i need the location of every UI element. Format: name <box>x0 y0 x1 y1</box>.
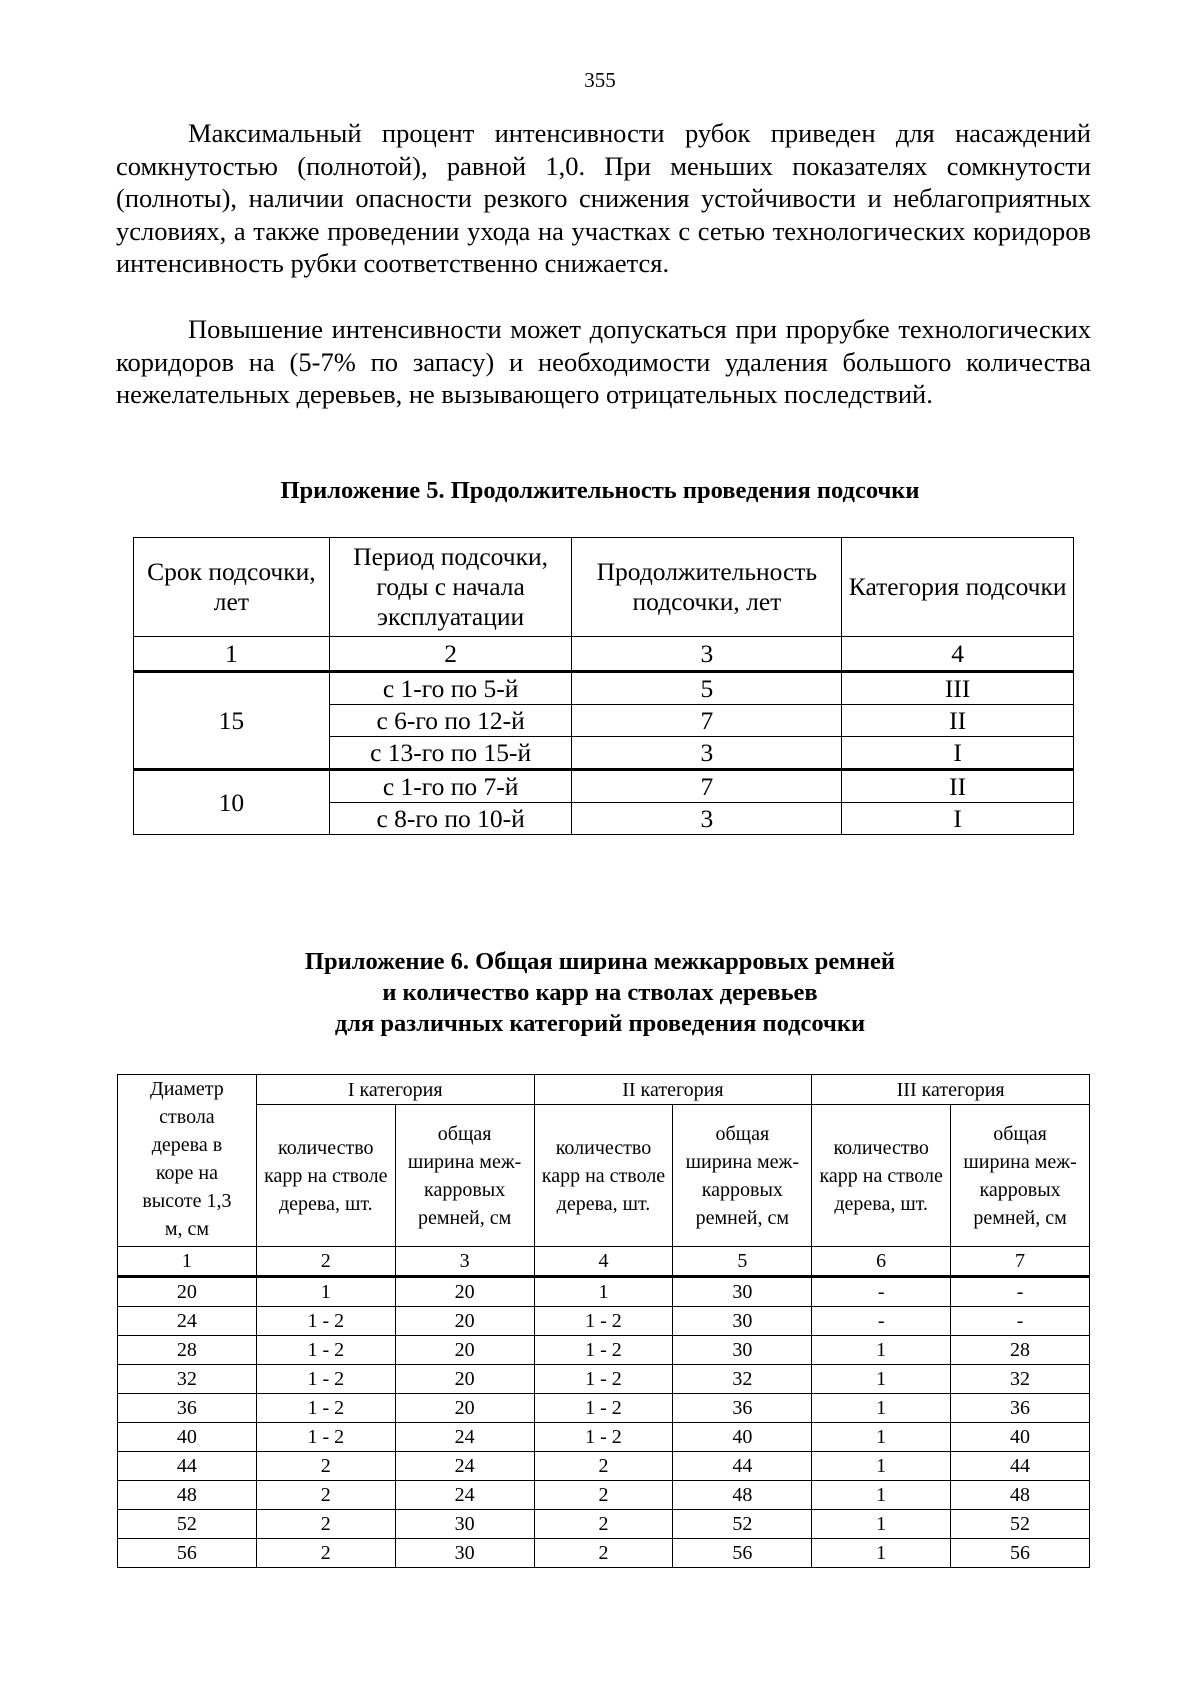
category-cell: III <box>842 672 1074 705</box>
count-cell: 2 <box>534 1539 673 1568</box>
diameter-cell: 20 <box>118 1277 257 1307</box>
diameter-cell: 40 <box>118 1423 257 1452</box>
count-cell: 1 - 2 <box>534 1394 673 1423</box>
count-cell: 2 <box>534 1452 673 1481</box>
duration-cell: 5 <box>572 672 842 705</box>
width-cell: 30 <box>673 1307 812 1336</box>
width-cell: 20 <box>395 1277 534 1307</box>
appendix6-row <box>118 1423 1090 1452</box>
header-category-3: III категория <box>812 1075 1090 1105</box>
period-cell: с 8-го по 10-й <box>329 803 572 835</box>
width-cell: 48 <box>673 1481 812 1510</box>
width-cell: 20 <box>395 1394 534 1423</box>
header-count: количество карр на стволе дерева, шт. <box>812 1105 951 1247</box>
width-cell: 40 <box>673 1423 812 1452</box>
diameter-cell: 48 <box>118 1481 257 1510</box>
count-cell: 1 <box>534 1277 673 1307</box>
count-cell: 1 - 2 <box>534 1336 673 1365</box>
diameter-cell: 24 <box>118 1307 257 1336</box>
appendix6-row <box>118 1510 1090 1539</box>
column-number-row <box>134 637 1074 672</box>
paragraph-intensity: Максимальный процент интенсивности рубок приведен для насаждений сомкнутостью (полнотой), равной 1,0. При меньших показателях сомкнутости (полноты), наличии опасности резкого снижения устойчивости и неблагоприятных условиях, а также проведении ухода на участках с сетью технологических коридоров интенсивность рубки соответственно снижается. <box>116 118 1091 278</box>
count-cell: 1 - 2 <box>256 1423 395 1452</box>
header-width: общая ширина меж-карровых ремней, см <box>951 1105 1090 1247</box>
width-cell: - <box>951 1277 1090 1307</box>
count-cell: 1 - 2 <box>256 1365 395 1394</box>
appendix6-subheader-row <box>118 1105 1090 1247</box>
appendix6-title-line: для различных категорий проведения подсочки <box>334 1010 866 1037</box>
header-width: общая ширина меж-карровых ремней, см <box>395 1105 534 1247</box>
diameter-cell: 52 <box>118 1510 257 1539</box>
count-cell: 1 <box>812 1394 951 1423</box>
duration-cell: 7 <box>572 770 842 803</box>
count-cell: 1 <box>812 1423 951 1452</box>
category-cell: I <box>842 803 1074 835</box>
header-period: Период подсочки, годы с начала эксплуатации <box>329 538 572 637</box>
diameter-cell: 44 <box>118 1452 257 1481</box>
column-number: 3 <box>572 637 842 672</box>
width-cell: 44 <box>673 1452 812 1481</box>
width-cell: 24 <box>395 1423 534 1452</box>
count-cell: 1 <box>812 1336 951 1365</box>
diameter-cell: 32 <box>118 1365 257 1394</box>
width-cell: 32 <box>951 1365 1090 1394</box>
width-cell: 24 <box>395 1481 534 1510</box>
count-cell: 2 <box>256 1510 395 1539</box>
width-cell: 52 <box>951 1510 1090 1539</box>
page-number: 355 <box>584 68 616 92</box>
count-cell: 2 <box>534 1510 673 1539</box>
count-cell: 2 <box>256 1481 395 1510</box>
width-cell: - <box>951 1307 1090 1336</box>
column-number-row <box>118 1247 1090 1277</box>
appendix5-row <box>134 770 1074 803</box>
header-count: количество карр на стволе дерева, шт. <box>534 1105 673 1247</box>
duration-cell: 3 <box>572 737 842 770</box>
period-cell: с 13-го по 15-й <box>329 737 572 770</box>
count-cell: - <box>812 1277 951 1307</box>
category-cell: I <box>842 737 1074 770</box>
term-cell: 15 <box>134 672 330 770</box>
count-cell: 1 - 2 <box>256 1307 395 1336</box>
appendix6-row <box>118 1336 1090 1365</box>
width-cell: 30 <box>673 1277 812 1307</box>
appendix6-title <box>0 946 1200 1039</box>
width-cell: 36 <box>673 1394 812 1423</box>
period-cell: с 1-го по 7-й <box>329 770 572 803</box>
count-cell: 1 <box>812 1365 951 1394</box>
appendix5-table <box>133 537 1074 835</box>
period-cell: с 6-го по 12-й <box>329 705 572 737</box>
width-cell: 20 <box>395 1365 534 1394</box>
header-count: количество карр на стволе дерева, шт. <box>256 1105 395 1247</box>
appendix6-row <box>118 1394 1090 1423</box>
count-cell: 2 <box>534 1481 673 1510</box>
appendix6-row <box>118 1307 1090 1336</box>
count-cell: 2 <box>256 1539 395 1568</box>
column-number: 1 <box>134 637 330 672</box>
duration-cell: 3 <box>572 803 842 835</box>
width-cell: 56 <box>673 1539 812 1568</box>
count-cell: 1 <box>812 1539 951 1568</box>
appendix6-title-line: Приложение 6. Общая ширина межкарровых ремней <box>304 948 896 975</box>
header-category-2: II категория <box>534 1075 812 1105</box>
width-cell: 20 <box>395 1336 534 1365</box>
count-cell: - <box>812 1307 951 1336</box>
width-cell: 36 <box>951 1394 1090 1423</box>
width-cell: 56 <box>951 1539 1090 1568</box>
count-cell: 1 - 2 <box>534 1307 673 1336</box>
term-cell: 10 <box>134 770 330 835</box>
width-cell: 40 <box>951 1423 1090 1452</box>
appendix5-header-row <box>134 538 1074 637</box>
count-cell: 1 <box>812 1481 951 1510</box>
appendix6-row <box>118 1277 1090 1307</box>
column-number: 5 <box>673 1247 812 1277</box>
count-cell: 1 <box>812 1510 951 1539</box>
appendix6-title-line: и количество карр на стволах деревьев <box>382 979 818 1006</box>
width-cell: 24 <box>395 1452 534 1481</box>
period-cell: с 1-го по 5-й <box>329 672 572 705</box>
count-cell: 1 - 2 <box>256 1336 395 1365</box>
paragraph-increase: Повышение интенсивности может допускаться при прорубке технологических коридоров на (5-7% по запасу) и необходимости удаления большого количества нежелательных деревьев, не вызывающего отрицательных последствий. <box>116 314 1091 409</box>
diameter-cell: 56 <box>118 1539 257 1568</box>
column-number: 6 <box>812 1247 951 1277</box>
width-cell: 30 <box>395 1510 534 1539</box>
column-number: 2 <box>256 1247 395 1277</box>
width-cell: 48 <box>951 1481 1090 1510</box>
header-width: общая ширина меж-карровых ремней, см <box>673 1105 812 1247</box>
appendix6-header-row <box>118 1075 1090 1105</box>
diameter-cell: 36 <box>118 1394 257 1423</box>
count-cell: 2 <box>256 1452 395 1481</box>
column-number: 3 <box>395 1247 534 1277</box>
header-term: Срок подсочки, лет <box>134 538 330 637</box>
width-cell: 44 <box>951 1452 1090 1481</box>
header-diameter: Диаметр ствола дерева в коре на высоте 1,3 м, см <box>118 1075 257 1247</box>
count-cell: 1 <box>812 1452 951 1481</box>
appendix6-row <box>118 1539 1090 1568</box>
category-cell: II <box>842 705 1074 737</box>
column-number: 4 <box>534 1247 673 1277</box>
column-number: 1 <box>118 1247 257 1277</box>
count-cell: 1 - 2 <box>256 1394 395 1423</box>
category-cell: II <box>842 770 1074 803</box>
width-cell: 30 <box>673 1336 812 1365</box>
appendix6-row <box>118 1365 1090 1394</box>
width-cell: 20 <box>395 1307 534 1336</box>
count-cell: 1 - 2 <box>534 1365 673 1394</box>
header-category: Категория подсочки <box>842 538 1074 637</box>
appendix6-row <box>118 1481 1090 1510</box>
width-cell: 28 <box>951 1336 1090 1365</box>
width-cell: 30 <box>395 1539 534 1568</box>
count-cell: 1 <box>256 1277 395 1307</box>
appendix6-table <box>117 1074 1090 1568</box>
appendix5-row <box>134 672 1074 705</box>
count-cell: 1 - 2 <box>534 1423 673 1452</box>
header-category-1: I категория <box>256 1075 534 1105</box>
duration-cell: 7 <box>572 705 842 737</box>
header-duration: Продолжительность подсочки, лет <box>572 538 842 637</box>
appendix5-title: Приложение 5. Продолжительность проведения подсочки <box>280 477 920 504</box>
column-number: 7 <box>951 1247 1090 1277</box>
width-cell: 32 <box>673 1365 812 1394</box>
column-number: 4 <box>842 637 1074 672</box>
appendix6-row <box>118 1452 1090 1481</box>
width-cell: 52 <box>673 1510 812 1539</box>
column-number: 2 <box>329 637 572 672</box>
diameter-cell: 28 <box>118 1336 257 1365</box>
